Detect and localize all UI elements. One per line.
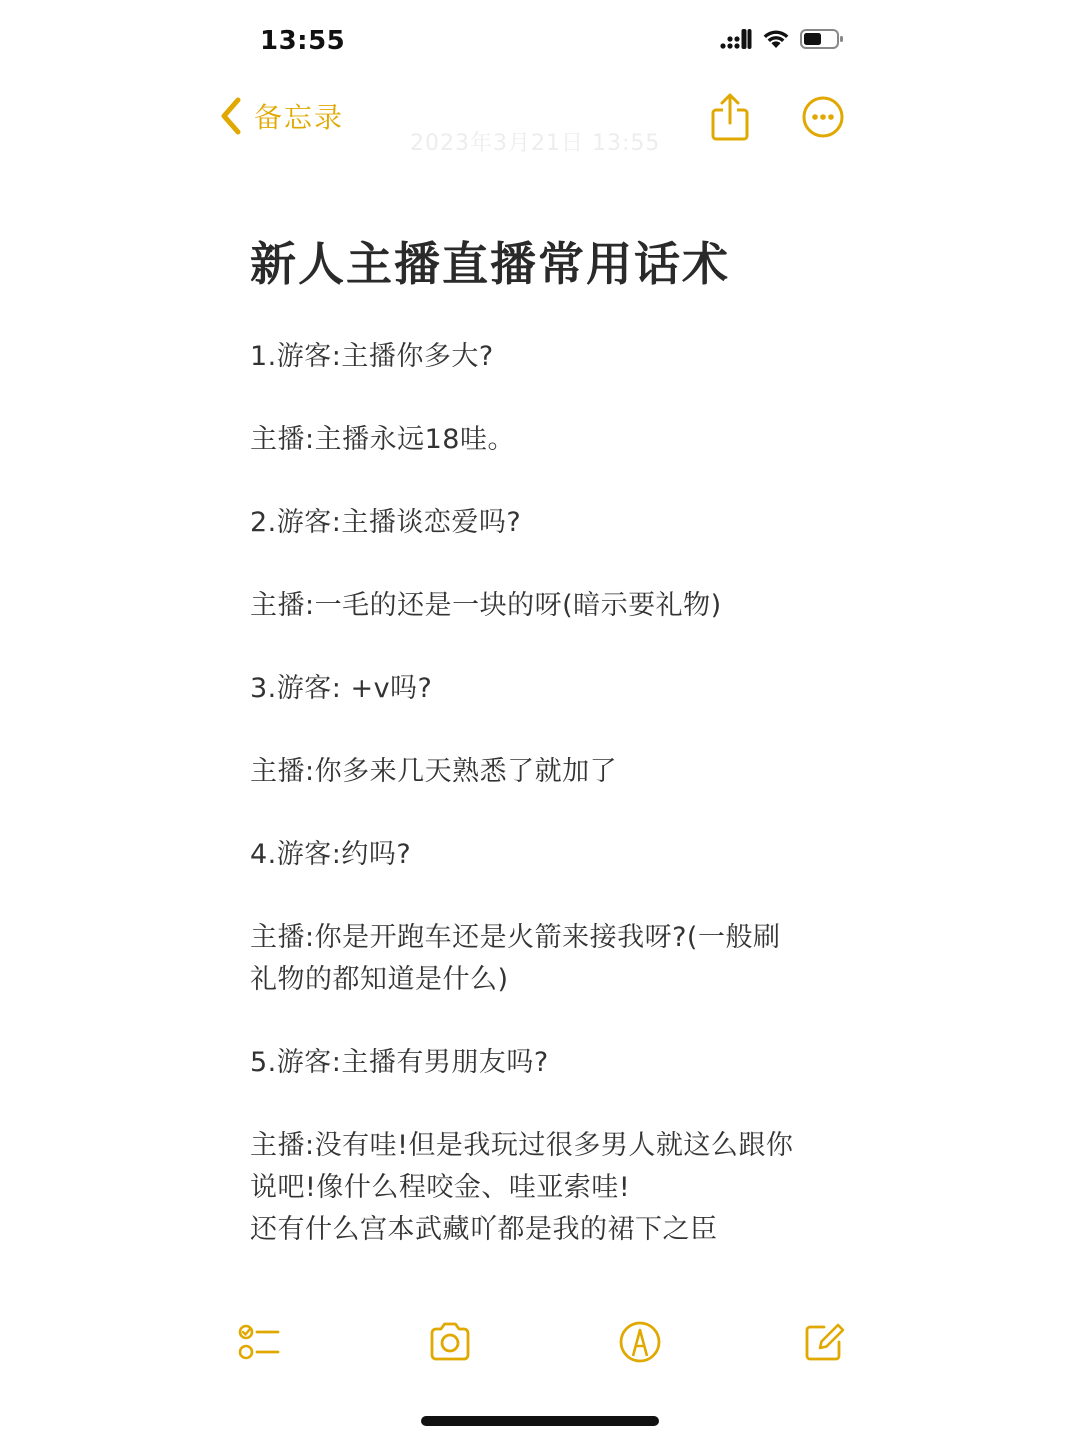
wifi-icon [762,28,790,50]
status-icons [720,28,844,50]
note-line: 2.游客:主播谈恋爱吗? [250,507,522,538]
note-date: 2023年3月21日 13:55 [410,131,661,156]
checklist-icon[interactable] [234,1318,282,1366]
more-options-icon[interactable] [800,94,846,140]
note-line: 主播:主播永远18哇。 [250,424,515,455]
camera-icon[interactable] [426,1318,474,1366]
cellular-signal-icon [720,28,752,50]
bottom-toolbar [0,1318,1080,1378]
markup-icon[interactable] [616,1318,664,1366]
note-line: 1.游客:主播你多大? [250,341,494,372]
chevron-left-icon [218,96,244,136]
battery-icon [800,28,844,50]
back-button[interactable] [218,96,344,136]
note-line: 5.游客:主播有男朋友吗? [250,1047,549,1078]
note-title: 新人主播直播常用话术 [250,237,730,291]
back-label: 备忘录 [254,101,345,134]
note-line: 4.游客:约吗? [250,839,412,870]
compose-icon[interactable] [800,1318,848,1366]
home-indicator[interactable] [421,1416,659,1426]
status-bar [0,0,1080,80]
status-time: 13:55 [260,26,346,56]
share-icon[interactable] [706,92,754,142]
note-line: 主播:你多来几天熟悉了就加了 [250,756,618,787]
note-line: 主播:没有哇!但是我玩过很多男人就这么跟你 说吧!像什么程咬金、哇亚索哇! 还有什么宫本武藏吖都是我的裙下之臣 [250,1130,794,1245]
note-body[interactable] [250,232,850,1292]
note-line: 3.游客: +v吗? [250,673,433,704]
note-line: 主播:一毛的还是一块的呀(暗示要礼物) [250,590,722,621]
note-line: 主播:你是开跑车还是火箭来接我呀?(一般刷 礼物的都知道是什么) [250,922,781,995]
